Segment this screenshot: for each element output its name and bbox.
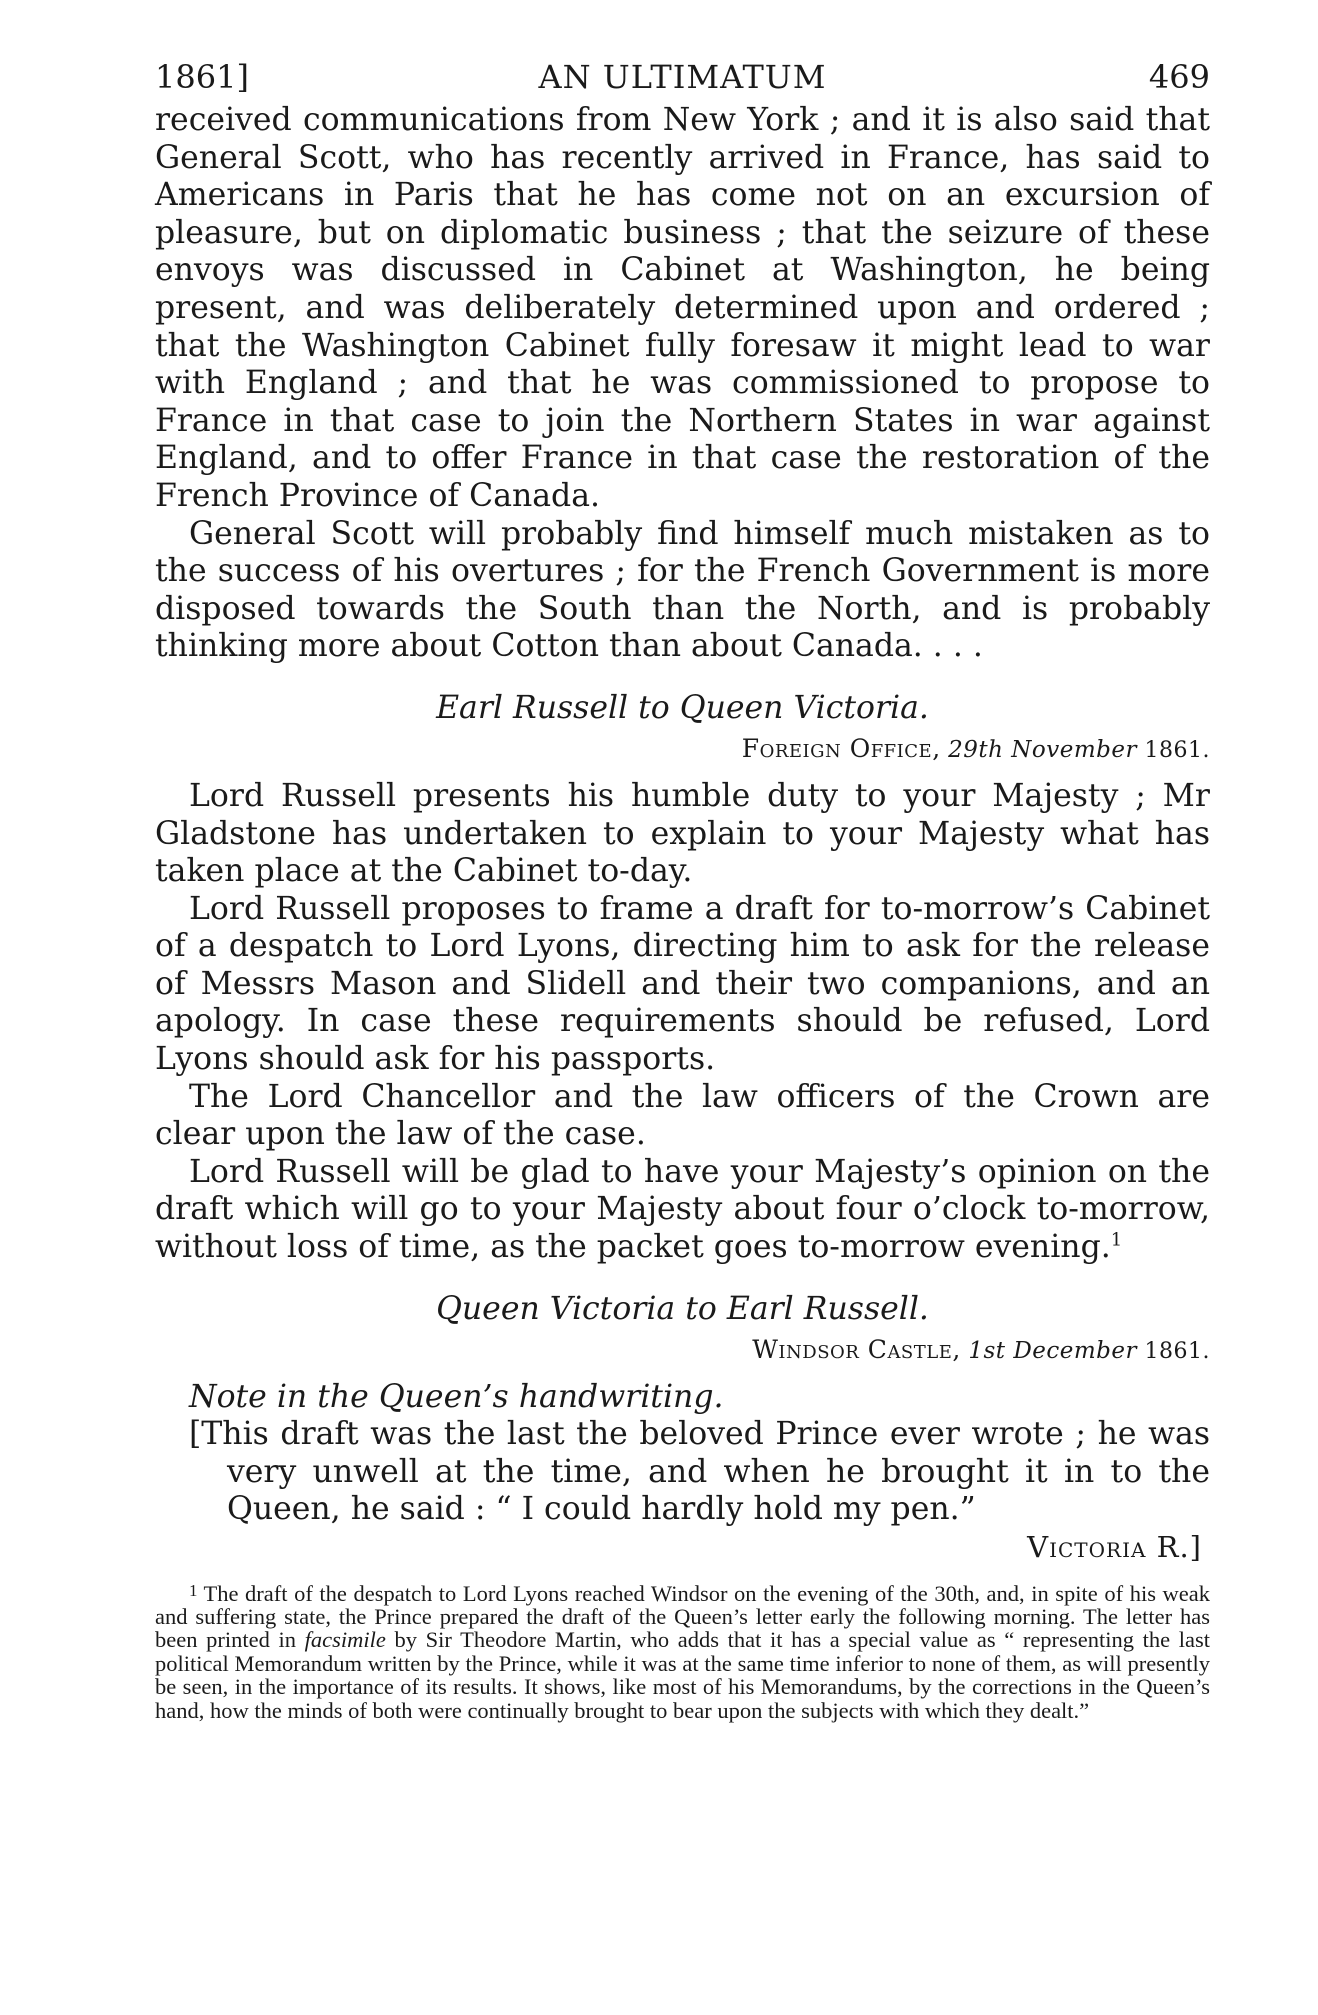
letter1-paragraph-3: The Lord Chancellor and the law officers of the Crown are clear upon the law of the case. [155, 1078, 1210, 1153]
running-head-title: AN ULTIMATUM [538, 58, 827, 96]
letter1-paragraph-4 [155, 1154, 1210, 1267]
footnote-text-a: The draft of the despatch to Lord Lyons reached Windsor on the evening of the 30th, and, in spite of his weak and suffering state, the Prince prepared the draft of the Queen’s letter early the following morning. The letter has been printed in [155, 1580, 1210, 1653]
handwriting-note-label: Note in the Queen’s handwriting. [189, 1378, 724, 1415]
footnote [155, 1579, 1210, 1722]
letter2-year: 1861. [1144, 1338, 1210, 1364]
page-number: 469 [1148, 58, 1210, 96]
letter2-heading: Queen Victoria to Earl Russell. [436, 1290, 929, 1327]
letter1-paragraph-2: Lord Russell proposes to frame a draft for to-morrow’s Cabinet of a despatch to Lord Lyons, directing him to ask for the release of Messrs Mason and Slidell and their two companions, and an apology. In case these requirements should be refused, Lord Lyons should ask for his passports. [155, 890, 1210, 1078]
handwriting-note-text: [This draft was the last the beloved Prince ever wrote ; he was very unwell at the time, and when he brought it in to the Queen, he said : “ I could hardly hold my pen.” [189, 1416, 1210, 1528]
letter1-dateline [155, 734, 1210, 766]
letter1-place: Foreign Office, [741, 733, 941, 763]
running-head-year: 1861] [155, 58, 249, 96]
letter2-dateline [155, 1335, 1210, 1367]
footnote-text-b: by Sir Theodore Martin, who adds that it has a special value as “ representing the last political Memorandum written by the Prince, while it was at the same time inferior to none of them, as will presently be seen, in the importance of its results. It shows, like most of his Memorandums, by the corrections in the Queen’s hand, how the minds of both were continually brought to bear upon the subjects with which they dealt.” [155, 1627, 1211, 1723]
intro-paragraph-2: General Scott will probably find himself much mistaken as to the success of his overtures ; for the French Government is more disposed towards the South than the North, and is probably thinking more about Cotton than about Canada. . . . [155, 515, 1210, 665]
letter1-paragraph-4-text: Lord Russell will be glad to have your Majesty’s opinion on the draft which will go to your Majesty about four o’clock to-morrow, without loss of time, as the packet goes to-morrow evening. [155, 1153, 1210, 1266]
book-page [155, 52, 1210, 1722]
intro-paragraph-1: received communications from New York ; and it is also said that General Scott, who has recently arrived in France, has said to Americans in Paris that he has come not on an excursion of pleasure, but on diplomatic business ; that the seizure of these envoys was discussed in Cabinet at Washington, he being present, and was deliberately determined upon and ordered ; that the Washington Cabinet fully foresaw it might lead to war with England ; and that he was commissioned to propose to France in that case to join the Northern States in war against England, and to offer France in that case the restoration of the French Province of Canada. [155, 102, 1210, 514]
footnote-marker: 1 [189, 1580, 198, 1600]
footnote-reference: 1 [1110, 1229, 1123, 1251]
signature: Victoria R.] [1027, 1530, 1202, 1564]
footnote-italic: facsimile [304, 1627, 386, 1653]
letter2-date: 1st December [968, 1337, 1138, 1364]
letter1-date: 29th November [948, 736, 1138, 763]
letter2-place: Windsor Castle, [752, 1334, 961, 1364]
letter1-heading: Earl Russell to Queen Victoria. [436, 689, 929, 726]
running-head [155, 52, 1210, 102]
letter1-year: 1861. [1144, 737, 1210, 763]
letter1-paragraph-1: Lord Russell presents his humble duty to your Majesty ; Mr Gladstone has undertaken to explain to your Majesty what has taken place at the Cabinet to-day. [155, 777, 1210, 890]
